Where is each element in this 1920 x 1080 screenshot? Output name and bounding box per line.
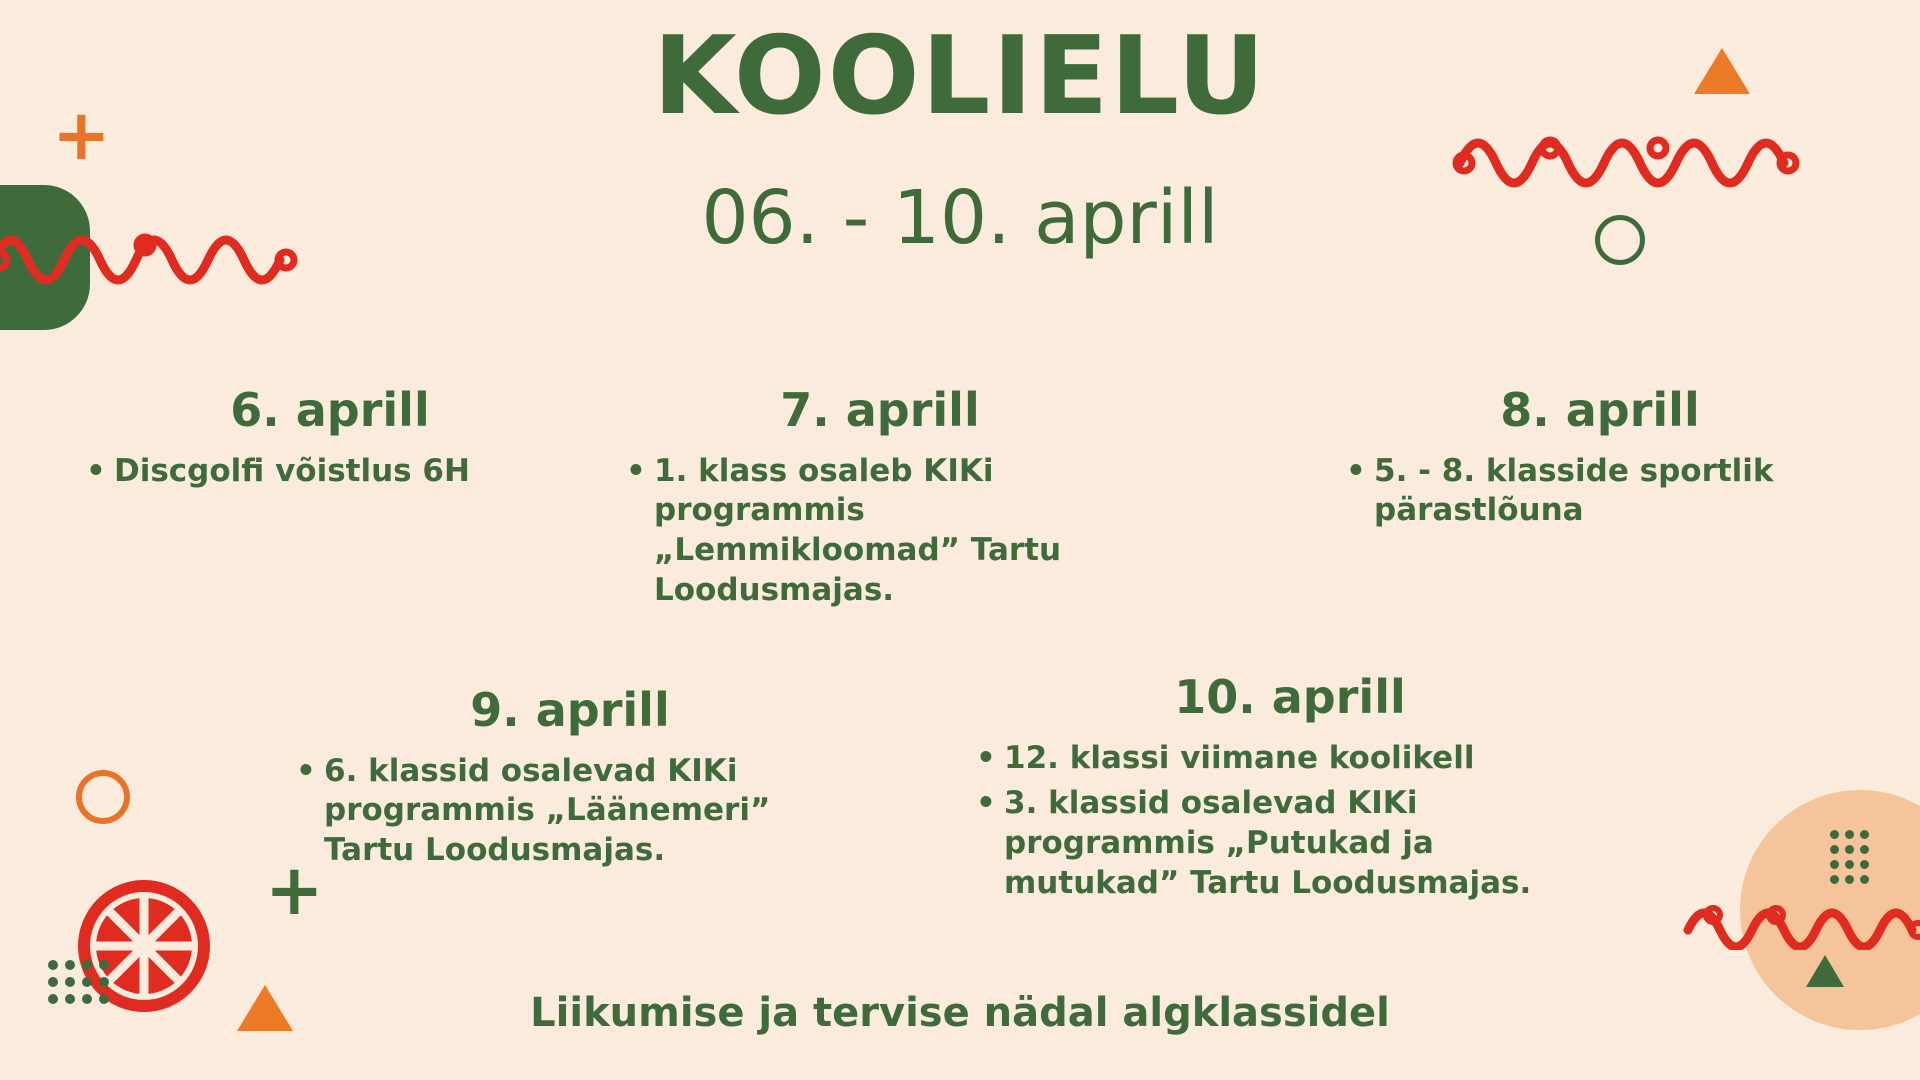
day-item-list [1340, 452, 1860, 531]
day-block-6-aprill [70, 385, 590, 497]
list-item: • 12. klassi viimane koolikell [970, 739, 1610, 779]
day-item-list [290, 752, 850, 871]
page-title: KOOLIELU [653, 14, 1267, 139]
page-subtitle: 06. - 10. aprill [701, 175, 1219, 261]
list-item: • 5. - 8. klasside sportlik pärastlõuna [1340, 452, 1860, 531]
day-heading: 6. aprill [230, 383, 430, 437]
list-item: • 6. klassid osalevad KIKi programmis „Läänemeri” Tartu Loodusmajas. [290, 752, 850, 871]
squiggle-icon [1680, 890, 1920, 950]
plus-icon: + [52, 94, 111, 176]
day-item-list [620, 452, 1140, 611]
circle-outline-icon [76, 770, 130, 824]
day-block-7-aprill [620, 385, 1140, 616]
plus-icon: + [265, 849, 324, 931]
list-item: • 1. klass osaleb KIKi programmis „Lemmikloomad” Tartu Loodusmajas. [620, 452, 1140, 611]
day-heading: 10. aprill [1174, 670, 1406, 724]
day-block-9-aprill [290, 685, 850, 877]
triangle-icon [1806, 955, 1844, 987]
dots-grid-icon [1830, 830, 1869, 884]
list-item: • 3. klassid osalevad KIKi programmis „Putukad ja mutukad” Tartu Loodusmajas. [970, 784, 1610, 903]
list-item: • Discgolfi võistlus 6H [80, 452, 590, 492]
day-block-8-aprill [1340, 385, 1860, 537]
day-item-list [80, 452, 590, 492]
footer-note: Liikumise ja tervise nädal algklassidel [530, 990, 1390, 1036]
day-heading: 9. aprill [470, 683, 670, 737]
day-heading: 8. aprill [1500, 383, 1700, 437]
day-block-10-aprill [970, 672, 1610, 909]
day-heading: 7. aprill [780, 383, 980, 437]
day-item-list [970, 739, 1610, 904]
